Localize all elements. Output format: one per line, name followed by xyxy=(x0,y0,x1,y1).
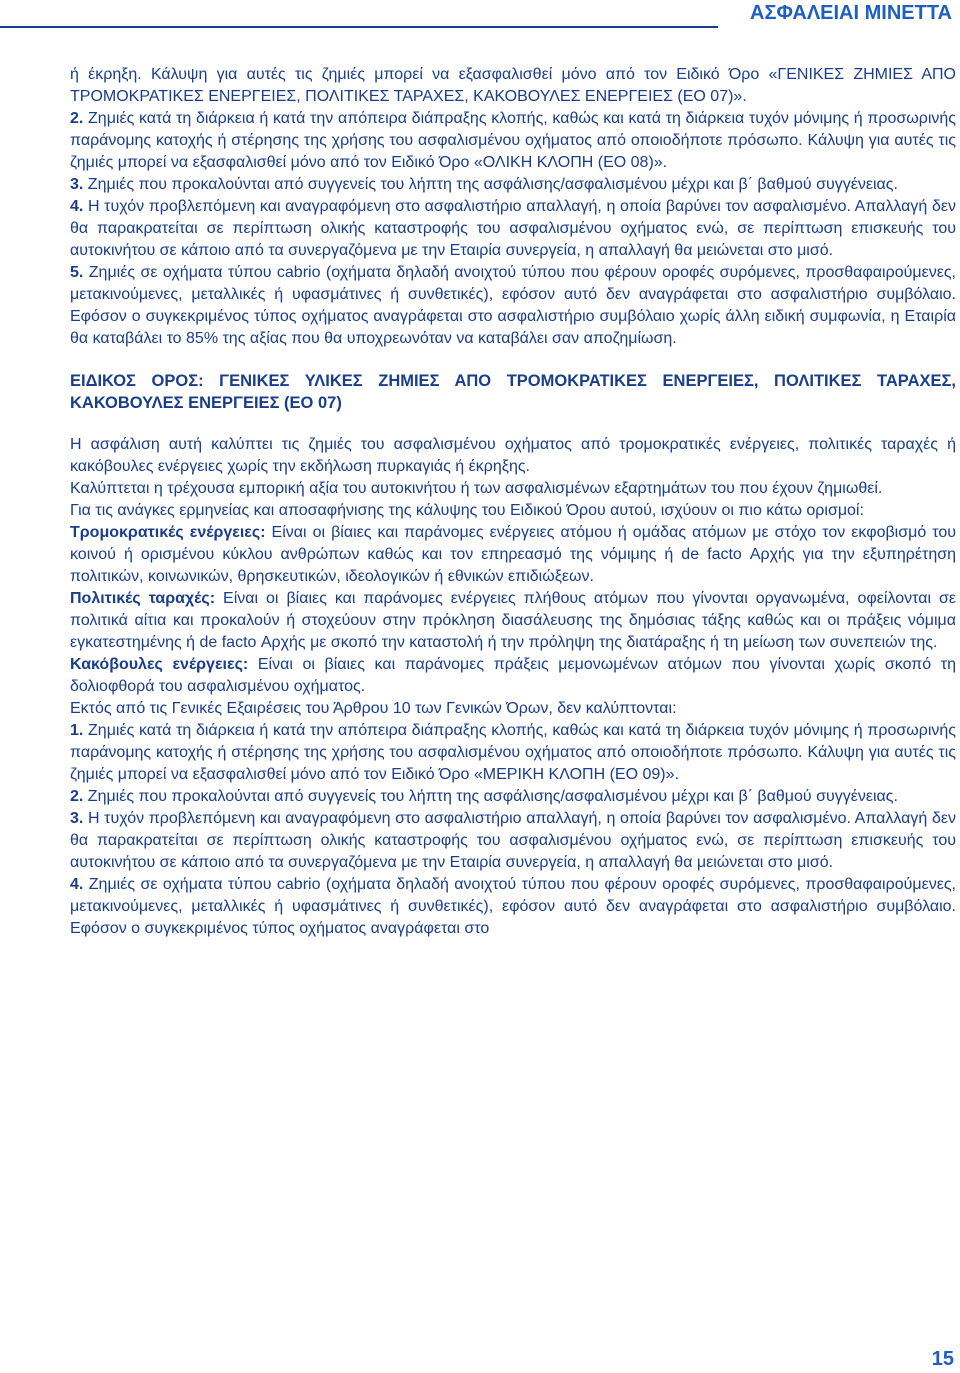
definition: Τρομοκρατικές ενέργειες: Είναι οι βίαιες και παράνομες ενέργειες ατόμου ή ομάδας ατόμων με στόχο τον εκφοβισμό του κοινού ή ορισμένου κύκλου ανθρώπων καθώς και τον επηρεασμό της νόμιμης ή de facto Αρχής για την εξυπηρέτηση πολιτικών, κοινωνικών, θρησκευτικών, ιδεολογικών ή εθνικών επιδιώξεων. xyxy=(70,524,956,585)
page-number: 15 xyxy=(931,1348,954,1370)
list-item: 5. Ζημιές σε οχήματα τύπου cabrio (οχήματα δηλαδή ανοιχτού τύπου που φέρουν οροφές συρόμενες, προσθαφαιρούμενες, μετακινούμενες, μεταλλικές ή υφασμάτινες ή συνθετικές), εφόσον αυτό δεν αναγράφεται στο ασφαλιστήριο συμβόλαιο. Εφόσον ο συγκεκριμένος τύπος οχήματος αναγράφεται στο ασφαλιστήριο συμβόλαιο χωρίς άλλη ειδική συμφωνία, η Εταιρία θα καταβάλει το 85% της αξίας που θα υποχρεωνόταν να καταβάλει σαν αποζημίωση. xyxy=(70,264,956,347)
list-item: 2. Ζημιές κατά τη διάρκεια ή κατά την απόπειρα διάπραξης κλοπής, καθώς και κατά τη διάρκεια τυχόν μόνιμης ή προσωρινής παράνομης κατοχής ή στέρησης της χρήσης του ασφαλισμένου οχήματος από οποιοδήποτε πρόσωπο. Κάλυψη για αυτές τις ζημιές μπορεί να εξασφαλισθεί μόνο από τον Ειδικό Όρο «ΟΛΙΚΗ ΚΛΟΠΗ (ΕΟ 08)». xyxy=(70,110,956,171)
paragraph: Εκτός από τις Γενικές Εξαιρέσεις του Άρθρου 10 των Γενικών Όρων, δεν καλύπτονται: xyxy=(70,700,677,717)
item-number: 2. xyxy=(70,788,84,805)
page-header xyxy=(0,0,960,34)
paragraph: Καλύπτεται η τρέχουσα εμπορική αξία του αυτοκινήτου ή των ασφαλισμένων εξαρτημάτων του που έχουν ζημιωθεί. xyxy=(70,480,883,497)
definition-term: Τρομοκρατικές ενέργειες: xyxy=(70,524,266,541)
spacer xyxy=(70,350,956,370)
item-number: 1. xyxy=(70,722,84,739)
paragraph-continued: ή έκρηξη. Κάλυψη για αυτές τις ζημιές μπορεί να εξασφαλισθεί μόνο από τον Ειδικό Όρο «ΓΕΝΙΚΕΣ ΖΗΜΙΕΣ ΑΠΟ ΤΡΟΜΟΚΡΑΤΙΚΕΣ ΕΝΕΡΓΕΙΕΣ, ΠΟΛΙΤΙΚΕΣ ΤΑΡΑΧΕΣ, ΚΑΚΟΒΟΥΛΕΣ ΕΝΕΡΓΕΙΕΣ (ΕΟ 07)». xyxy=(70,66,956,105)
header-title: ΑΣΦΑΛΕΙΑΙ ΜΙΝΕΤΤΑ xyxy=(750,2,952,24)
paragraph: Για τις ανάγκες ερμηνείας και αποσαφήνισης της κάλυψης του Ειδικού Όρου αυτού, ισχύουν οι πιο κάτω ορισμοί: xyxy=(70,502,864,519)
item-number: 4. xyxy=(70,198,84,215)
list-item: 4. Ζημιές σε οχήματα τύπου cabrio (οχήματα δηλαδή ανοιχτού τύπου που φέρουν οροφές συρόμενες, προσθαφαιρούμενες, μετακινούμενες, μεταλλικές ή υφασμάτινες ή συνθετικές), εφόσον αυτό δεν αναγράφεται στο ασφαλιστήριο συμβόλαιο. Εφόσον ο συγκεκριμένος τύπος οχήματος αναγράφεται στο xyxy=(70,876,956,937)
list-item: 3. Η τυχόν προβλεπόμενη και αναγραφόμενη στο ασφαλιστήριο απαλλαγή, η οποία βαρύνει τον ασφαλισμένο. Απαλλαγή δεν θα παρακρατείται σε περίπτωση ολικής καταστροφής του ασφαλισμένου οχήματος ενώ, σε περίπτωση επισκευής του αυτοκινήτου σε κάποιο από τα συνεργαζόμενα με την Εταιρία συνεργεία, η απαλλαγή θα μειώνεται στο μισό. xyxy=(70,810,956,871)
section-heading: ΕΙΔΙΚΟΣ ΟΡΟΣ: ΓΕΝΙΚΕΣ ΥΛΙΚΕΣ ΖΗΜΙΕΣ ΑΠΟ ΤΡΟΜΟΚΡΑΤΙΚΕΣ ΕΝΕΡΓΕΙΕΣ, ΠΟΛΙΤΙΚΕΣ ΤΑΡΑΧΕΣ, ΚΑΚΟΒΟΥΛΕΣ ΕΝΕΡΓΕΙΕΣ (ΕΟ 07) xyxy=(70,372,956,412)
page-content xyxy=(70,64,956,940)
item-number: 4. xyxy=(70,876,84,893)
item-number: 3. xyxy=(70,176,84,193)
list-item: 2. Ζημιές που προκαλούνται από συγγενείς του λήπτη της ασφάλισης/ασφαλισμένου μέχρι και β΄ βαθμού συγγένειας. xyxy=(70,788,898,805)
list-item: 4. Η τυχόν προβλεπόμενη και αναγραφόμενη στο ασφαλιστήριο απαλλαγή, η οποία βαρύνει τον ασφαλισμένο. Απαλλαγή δεν θα παρακρατείται σε περίπτωση ολικής καταστροφής του ασφαλισμένου οχήματος ενώ, σε περίπτωση επισκευής του αυτοκινήτου σε κάποιο από τα συνεργαζόμενα με την Εταιρία συνεργεία, η απαλλαγή θα μειώνεται στο μισό. xyxy=(70,198,956,259)
definition-term: Κακόβουλες ενέργειες: xyxy=(70,656,249,673)
item-number: 2. xyxy=(70,110,84,127)
paragraph: Η ασφάλιση αυτή καλύπτει τις ζημιές του ασφαλισμένου οχήματος από τρομοκρατικές ενέργειες, πολιτικές ταραχές ή κακόβουλες ενέργειες χωρίς την εκδήλωση πυρκαγιάς ή έκρηξης. xyxy=(70,436,956,475)
definition: Κακόβουλες ενέργειες: Είναι οι βίαιες και παράνομες πράξεις μεμονωμένων ατόμων που γίνονται χωρίς σκοπό τη δολιοφθορά του ασφαλισμένου οχήματος. xyxy=(70,656,957,695)
definition-term: Πολιτικές ταραχές: xyxy=(70,590,216,607)
definition: Πολιτικές ταραχές: Είναι οι βίαιες και παράνομες ενέργειες πλήθους ατόμων που γίνονται οργανωμένα, οφείλονται σε πολιτικά αίτια και προκαλούν ή στοχεύουν στην πρόκληση διασάλευσης της δημόσιας τάξης καθώς και οι πράξεις νόμιμα εγκατεστημένης ή de facto Αρχής με σκοπό την καταστολή ή την πρόληψη της διατάραξης ή τη μείωση των συνεπειών της. xyxy=(70,590,957,651)
item-number: 3. xyxy=(70,810,84,827)
list-item: 1. Ζημιές κατά τη διάρκεια ή κατά την απόπειρα διάπραξης κλοπής, καθώς και κατά τη διάρκεια τυχόν μόνιμης ή προσωρινής παράνομης κατοχής ή στέρησης της χρήσης του ασφαλισμένου οχήματος από οποιοδήποτε πρόσωπο. Κάλυψη για αυτές τις ζημιές μπορεί να εξασφαλισθεί μόνο από τον Ειδικό Όρο «ΜΕΡΙΚΗ ΚΛΟΠΗ (ΕΟ 09)». xyxy=(70,722,956,783)
list-item: 3. Ζημιές που προκαλούνται από συγγενείς του λήπτη της ασφάλισης/ασφαλισμένου μέχρι και β΄ βαθμού συγγένειας. xyxy=(70,176,898,193)
spacer xyxy=(70,414,956,434)
item-number: 5. xyxy=(70,264,84,281)
header-rule xyxy=(0,26,718,28)
